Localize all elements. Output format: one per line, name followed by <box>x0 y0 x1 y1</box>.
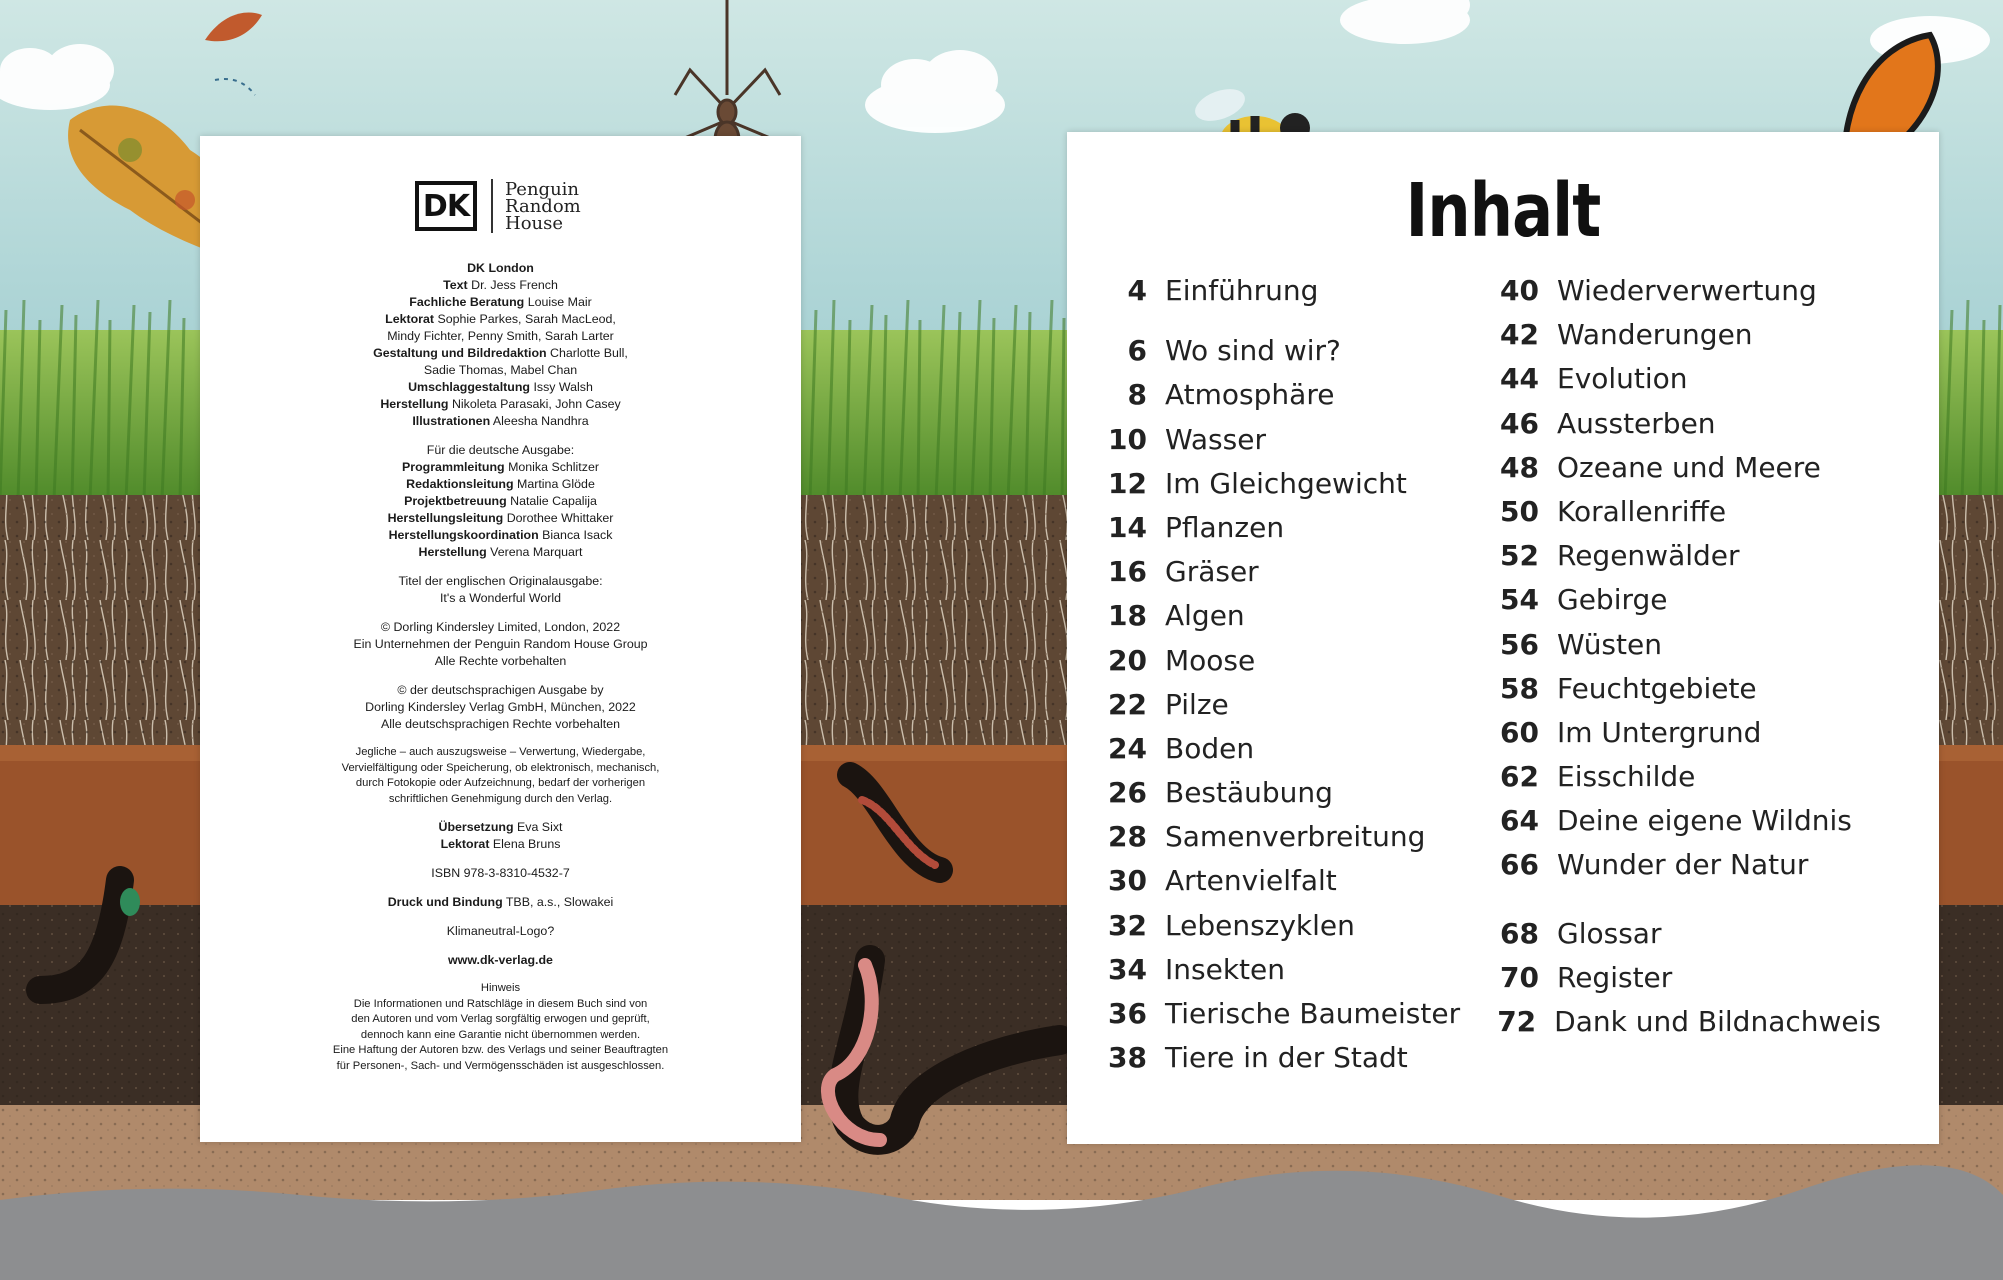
toc-entry[interactable]: 66 Wunder der Natur <box>1500 848 1809 882</box>
toc-entry[interactable]: 64 Deine eigene Wildnis <box>1500 804 1852 838</box>
copyright-de: © der deutschsprachigen Ausgabe by Dorling Kindersley Verlag GmbH, München, 2022 Alle deutschsprachigen Rechte vorbehalten <box>365 683 636 731</box>
toc-entry[interactable]: 28 Samenverbreitung <box>1108 820 1426 854</box>
toc-entry[interactable]: 52 Regenwälder <box>1500 539 1740 573</box>
toc-entry[interactable]: 18 Algen <box>1108 599 1245 633</box>
rights-notice: Jegliche – auch auszugsweise – Verwertung, Wiedergabe, Vervielfältigung oder Speicherung, ob elektronisch, mechanisch, durch Fotokopie oder Aufzeichnung, bedarf der vorherigen schriftlichen Genehmigung durch den Verlag. <box>341 746 660 805</box>
toc-entry[interactable]: 40 Wiederverwertung <box>1500 274 1817 307</box>
copyright-uk: © Dorling Kindersley Limited, London, 2022 Ein Unternehmen der Penguin Random House Group Alle Rechte vorbehalten <box>353 620 648 668</box>
toc-entry[interactable]: 46 Aussterben <box>1500 406 1716 440</box>
toc-entry[interactable]: 70 Register <box>1500 960 1673 994</box>
toc-entry[interactable]: 24 Boden <box>1108 731 1255 765</box>
toc-entry[interactable]: 14 Pflanzen <box>1108 510 1285 544</box>
toc-entry[interactable]: 48 Ozeane und Meere <box>1500 450 1821 484</box>
original-title: Titel der englischen Originalausgabe: It's a Wonderful World <box>398 574 603 605</box>
toc-entry[interactable]: 62 Eisschilde <box>1500 760 1696 794</box>
beetle-icon <box>120 888 140 916</box>
imprint-text <box>240 260 761 1086</box>
toc-entry[interactable]: 56 Wüsten <box>1500 627 1662 661</box>
toc-entry[interactable]: 6 Wo sind wir? <box>1127 334 1341 368</box>
toc-entry[interactable]: 20 Moose <box>1108 643 1256 677</box>
toc-entry[interactable]: 22 Pilze <box>1108 687 1229 721</box>
translation-credits: Übersetzung Eva Sixt Lektorat Elena Bruns <box>438 820 563 851</box>
toc-entry[interactable]: 34 Insekten <box>1108 952 1285 986</box>
toc-entry[interactable]: 72 Dank und Bildnachweis <box>1497 1005 1881 1038</box>
toc-entry[interactable]: 36 Tierische Baumeister <box>1108 997 1461 1030</box>
toc-entry[interactable]: 58 Feuchtgebiete <box>1500 671 1757 705</box>
logo-divider <box>491 179 493 233</box>
contents-title: Inhalt <box>1405 168 1601 254</box>
imprint-page <box>200 136 801 1142</box>
toc-entry[interactable]: 44 Evolution <box>1500 362 1688 396</box>
disclaimer: Hinweis Die Informationen und Ratschläge in diesem Buch sind von den Autoren und vom Verlag sorgfältig erwogen und geprüft, dennoch kann eine Garantie nicht übernommen werden. Eine Haftung der Autoren bzw. des Verlags und seiner Beauftragten für Personen-, Sach- und Vermögensschäden ist ausgeschlossen. <box>332 982 669 1072</box>
toc-entry[interactable]: 50 Korallenriffe <box>1500 494 1727 528</box>
publisher-logo <box>415 179 581 233</box>
toc-entry[interactable]: 68 Glossar <box>1500 916 1662 950</box>
toc-entry[interactable]: 30 Artenvielfalt <box>1108 864 1337 898</box>
website-link[interactable]: www.dk-verlag.de <box>448 953 553 967</box>
toc-right-column <box>1481 274 1881 1049</box>
dk-logo: DK <box>415 181 477 231</box>
toc-entry[interactable]: 26 Bestäubung <box>1108 776 1333 810</box>
toc-entry[interactable]: 42 Wanderungen <box>1500 318 1753 352</box>
credits-de: Für die deutsche Ausgabe: Programmleitung Monika Schlitzer Redaktionsleitung Martina Glöde Projektbetreuung Natalie Capalija Herstellungsleitung Dorothee Whittaker Herstellungskoordination Bianca Isack Herstellung Verena Marquart <box>387 443 614 559</box>
penguin-random-house-logo: Penguin Random House <box>505 178 581 234</box>
isbn: ISBN 978-3-8310-4532-7 <box>431 866 570 880</box>
toc-entry[interactable]: 54 Gebirge <box>1500 583 1668 617</box>
toc-left-column <box>1089 274 1489 1085</box>
toc-entry[interactable]: 16 Gräser <box>1108 555 1259 589</box>
toc-entry[interactable]: 32 Lebenszyklen <box>1108 908 1355 942</box>
toc-entry[interactable]: 4 Einführung <box>1127 274 1319 307</box>
print-credits: Druck und Bindung TBB, a.s., Slowakei <box>387 895 614 909</box>
climate-logo-placeholder: Klimaneutral-Logo? <box>446 924 555 938</box>
contents-page <box>1067 132 1939 1144</box>
toc-entry[interactable]: 10 Wasser <box>1108 422 1266 456</box>
toc-entry[interactable]: 60 Im Untergrund <box>1500 715 1762 749</box>
toc-entry[interactable]: 12 Im Gleichgewicht <box>1108 466 1407 500</box>
toc-entry[interactable]: 38 Tiere in der Stadt <box>1108 1041 1408 1075</box>
credits-uk: DK London Text Dr. Jess French Fachliche Beratung Louise Mair Lektorat Sophie Parkes, Sarah MacLeod, Mindy Fichter, Penny Smith, Sarah Larter Gestaltung und Bildredaktion Charlotte Bull, Sadie Thomas, Mabel Chan Umschlaggestaltung Issy Walsh Herstellung Nikoleta Parasaki, John Casey Illustrationen Aleesha Nandhra <box>373 261 628 428</box>
toc-entry[interactable]: 8 Atmosphäre <box>1127 378 1335 412</box>
